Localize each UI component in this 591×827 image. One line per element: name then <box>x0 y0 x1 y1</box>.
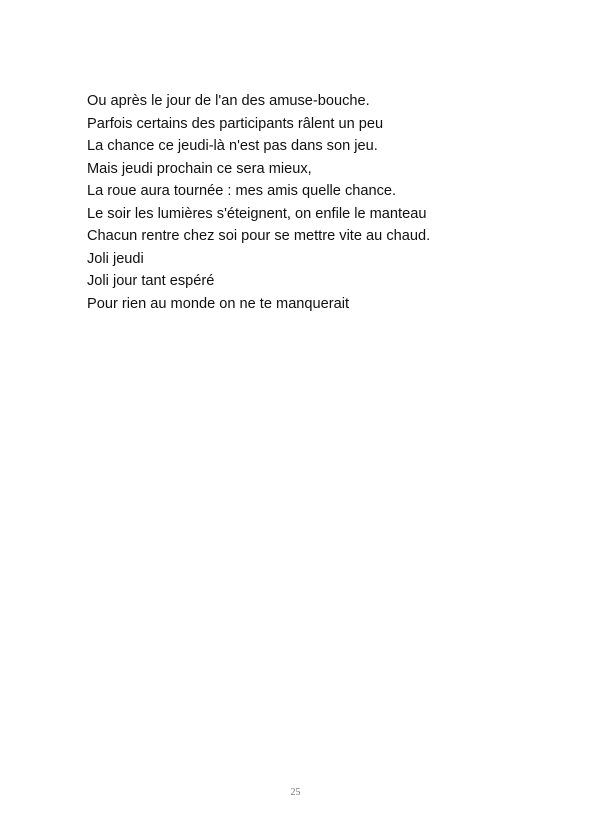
poem-line: Pour rien au monde on ne te manquerait <box>87 295 350 312</box>
poem-line: La roue aura tournée : mes amis quelle chance. <box>87 183 397 199</box>
poem-line: La chance ce jeudi-là n'est pas dans son jeu. <box>87 138 378 154</box>
poem-line: Mais jeudi prochain ce sera mieux, <box>87 160 312 177</box>
poem-line: Parfois certains des participants râlent un peu <box>87 115 384 132</box>
poem-line: Chacun rentre chez soi pour se mettre vite au chaud. <box>87 228 431 244</box>
poem-line: Joli jour tant espéré <box>87 273 215 289</box>
page-number: 25 <box>290 787 301 798</box>
poem-line: Ou après le jour de l'an des amuse-bouche. <box>87 93 370 109</box>
poem-text <box>87 90 430 315</box>
poem-line: Le soir les lumières s'éteignent, on enfile le manteau <box>87 205 427 222</box>
poem-line: Joli jeudi <box>87 250 144 267</box>
